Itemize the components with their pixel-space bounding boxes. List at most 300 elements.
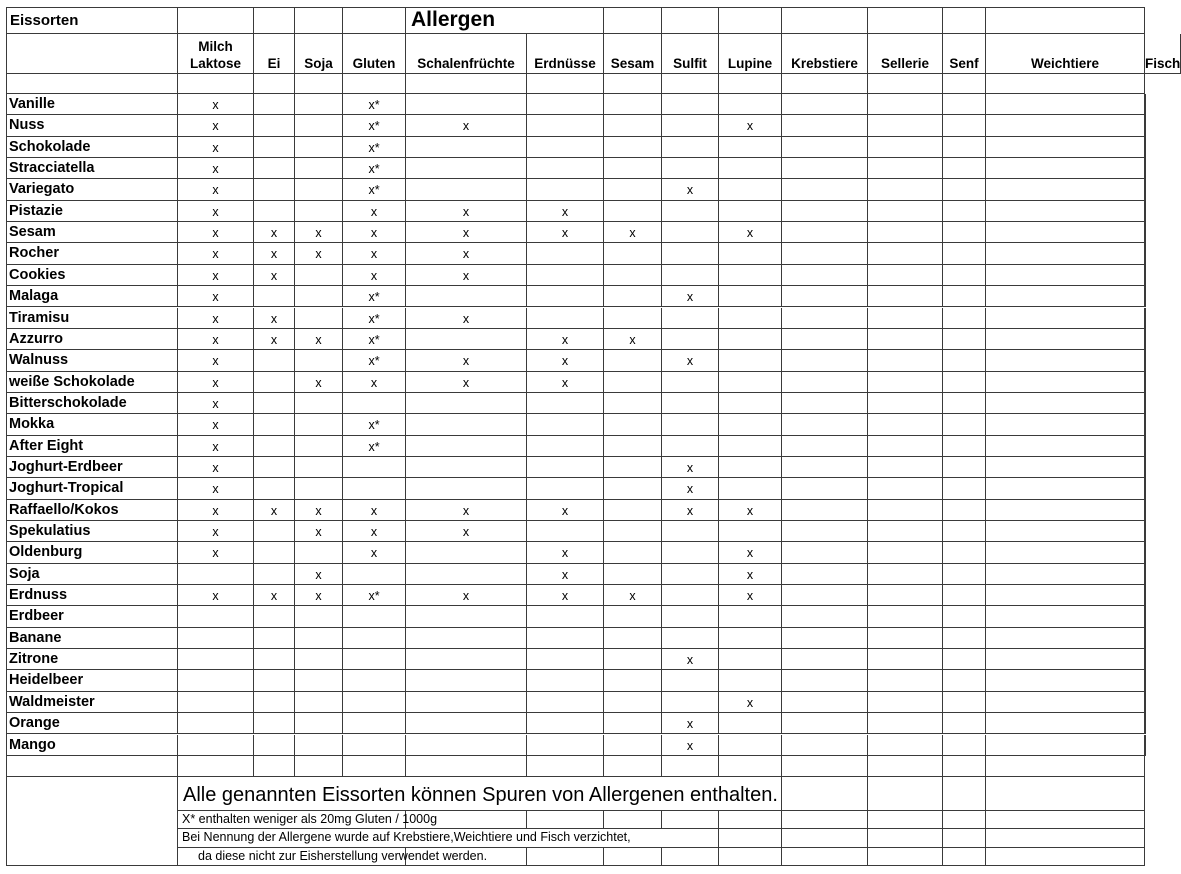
title-row-cell [719,7,782,34]
allergen-mark [719,329,782,350]
flavor-name: Sesam [6,222,178,243]
allergen-mark [868,436,943,457]
blank-cell [943,74,986,94]
allergen-mark: x [719,500,782,521]
allergen-mark [868,115,943,136]
notes-cell [719,829,782,848]
allergen-mark [719,735,782,756]
allergen-mark: x* [343,115,406,136]
flavor-name: Vanille [6,94,178,115]
allergen-mark: x [343,500,406,521]
allergen-mark [782,478,868,499]
allergen-mark [986,457,1145,478]
allergen-mark [782,713,868,734]
allergen-mark [406,713,527,734]
allergen-mark [868,137,943,158]
allergen-mark [868,478,943,499]
allergen-mark: x* [343,94,406,115]
allergen-mark [662,329,719,350]
flavor-name: Joghurt-Erdbeer [6,457,178,478]
allergen-mark [943,713,986,734]
allergen-mark [782,94,868,115]
allergen-mark [868,692,943,713]
notes-cell [527,848,604,866]
allergen-mark: x [295,564,343,585]
allergen-mark [986,692,1145,713]
allergen-mark [295,350,343,371]
allergen-mark [527,457,604,478]
column-header-label: Soja [304,56,333,71]
allergen-mark [1145,713,1146,734]
allergen-mark [1145,436,1146,457]
allergen-mark: x [527,201,604,222]
flavor-name: After Eight [6,436,178,457]
flavor-name: Soja [6,564,178,585]
allergen-mark [782,201,868,222]
notes-cell [782,848,868,866]
allergen-mark [295,670,343,691]
allergen-mark [295,478,343,499]
allergen-mark [782,692,868,713]
allergen-mark: x [406,350,527,371]
allergen-mark [1145,350,1146,371]
allergen-mark [406,94,527,115]
allergen-mark [1145,179,1146,200]
allergen-mark [527,137,604,158]
allergen-mark [662,308,719,329]
notes-cell [406,848,527,866]
column-header [343,34,406,74]
allergen-mark [719,350,782,371]
column-header-label: Senf [949,56,979,71]
allergen-mark [986,265,1145,286]
allergen-mark [868,649,943,670]
allergen-mark [406,158,527,179]
allergen-mark [254,649,295,670]
flavor-name: Azzurro [6,329,178,350]
notes-cell [782,829,868,848]
allergen-mark: x [604,329,662,350]
allergen-mark [782,222,868,243]
allergen-mark [943,628,986,649]
allergen-mark [782,372,868,393]
allergen-mark [986,201,1145,222]
allergen-mark [178,692,254,713]
blank-cell [406,74,527,94]
title-row-cell [782,7,868,34]
allergen-mark [406,436,527,457]
allergen-mark [406,542,527,563]
allergen-mark: x [406,308,527,329]
allergen-mark [254,158,295,179]
title-row-cell [178,7,254,34]
title-row-cell [604,7,662,34]
allergen-mark [986,393,1145,414]
blank-cell [295,74,343,94]
blank-cell [782,756,868,777]
allergen-mark [986,542,1145,563]
allergen-mark [178,670,254,691]
allergen-mark: x [178,542,254,563]
allergen-mark [295,649,343,670]
allergen-mark: x [527,329,604,350]
allergen-mark [178,564,254,585]
allergen-mark [719,201,782,222]
allergen-mark [868,350,943,371]
allergen-mark [254,542,295,563]
column-header [604,34,662,74]
allergen-mark [295,179,343,200]
allergen-mark: x [178,94,254,115]
allergen-mark [178,606,254,627]
allergen-mark [406,457,527,478]
allergen-mark [662,265,719,286]
allergen-mark [943,372,986,393]
flavor-name: weiße Schokolade [6,372,178,393]
allergen-mark [662,115,719,136]
allergen-mark [604,414,662,435]
allergen-mark [986,286,1145,307]
allergen-mark: x [343,201,406,222]
allergen-mark [986,329,1145,350]
allergen-mark [943,542,986,563]
allergen-mark [254,393,295,414]
allergen-mark [782,521,868,542]
allergen-mark [343,649,406,670]
allergen-mark [868,286,943,307]
allergen-mark [604,713,662,734]
flavor-name: Rocher [6,243,178,264]
column-header [178,34,254,74]
allergen-mark [662,222,719,243]
allergen-mark: x [178,179,254,200]
blank-cell [719,756,782,777]
allergen-mark [943,457,986,478]
allergen-mark [527,115,604,136]
allergen-mark [254,692,295,713]
notes-cell [943,829,986,848]
allergen-mark [406,628,527,649]
allergen-mark [527,414,604,435]
flavor-name: Banane [6,628,178,649]
notes-cell [986,777,1145,811]
allergen-mark [295,414,343,435]
column-header-label: Weichtiere [1030,56,1100,71]
allergen-mark [527,158,604,179]
column-header-label: Lupine [727,56,773,71]
allergen-mark [868,564,943,585]
allergen-mark [986,670,1145,691]
allergen-mark [527,179,604,200]
allergen-mark: x* [343,179,406,200]
allergen-mark [1145,265,1146,286]
allergen-mark: x [178,286,254,307]
allergen-mark: x [178,137,254,158]
allergen-mark [254,350,295,371]
flavor-name: Raffaello/Kokos [6,500,178,521]
allergen-mark [1145,692,1146,713]
flavor-name: Waldmeister [6,692,178,713]
allergen-mark [295,137,343,158]
column-header [662,34,719,74]
allergen-mark [254,286,295,307]
allergen-mark [662,94,719,115]
allergen-mark [527,243,604,264]
allergen-mark [604,457,662,478]
allergen-mark [343,393,406,414]
allergen-mark [986,308,1145,329]
allergen-mark [986,94,1145,115]
allergen-mark: x [719,542,782,563]
allergen-mark [868,585,943,606]
notes-cell [943,777,986,811]
allergen-mark [782,393,868,414]
allergen-mark [527,308,604,329]
allergen-mark [782,308,868,329]
allergen-mark [868,713,943,734]
allergen-mark [178,649,254,670]
allergen-mark [1145,564,1146,585]
allergen-mark [295,436,343,457]
allergen-mark [986,350,1145,371]
allergen-mark [295,265,343,286]
allergen-mark: x [527,585,604,606]
allergen-mark [1145,201,1146,222]
allergen-mark: x* [343,158,406,179]
allergen-mark: x [178,414,254,435]
allergen-mark [254,94,295,115]
allergen-mark: x [178,372,254,393]
allergen-mark [1145,137,1146,158]
notes-cell [868,811,943,829]
allergen-mark [719,649,782,670]
notes-cell [406,811,527,829]
blank-cell [986,74,1145,94]
allergen-mark [943,308,986,329]
allergen-mark [1145,243,1146,264]
allergen-mark [604,286,662,307]
allergen-mark: x* [343,414,406,435]
allergen-mark: x [178,115,254,136]
allergen-mark [719,393,782,414]
allergen-mark [868,222,943,243]
column-header [782,34,868,74]
omitted-note-line1: Bei Nennung der Allergene wurde auf Krebstiere,Weichtiere und Fisch verzichtet, [178,829,719,848]
allergen-mark [782,329,868,350]
allergen-mark [986,713,1145,734]
allergen-mark: x [254,329,295,350]
blank-cell [604,74,662,94]
notes-cell [943,848,986,866]
allergen-mark [986,478,1145,499]
allergen-mark [1145,222,1146,243]
column-header [295,34,343,74]
allergen-mark [527,606,604,627]
allergen-mark [254,478,295,499]
column-header [527,34,604,74]
allergen-mark: x [295,521,343,542]
allergen-mark [662,436,719,457]
flavor-name: Erdbeer [6,606,178,627]
allergen-mark: x [295,500,343,521]
allergen-mark [662,243,719,264]
flavor-name: Variegato [6,179,178,200]
allergen-mark [406,606,527,627]
allergen-mark [604,137,662,158]
allergen-mark [406,414,527,435]
allergen-mark [406,137,527,158]
notes-cell [868,829,943,848]
allergen-mark [406,649,527,670]
allergen-mark: x [178,222,254,243]
allergen-mark [604,201,662,222]
allergen-mark [604,606,662,627]
allergen-mark [782,158,868,179]
allergen-mark [662,542,719,563]
allergen-mark [254,628,295,649]
allergen-mark [604,265,662,286]
allergen-mark [662,137,719,158]
allergen-mark: x [343,243,406,264]
column-header-label: Milch Laktose [189,39,242,71]
allergen-mark [604,158,662,179]
allergen-mark: x* [343,436,406,457]
allergen-mark [527,478,604,499]
allergen-mark [943,265,986,286]
column-header-label: Fisch [1145,56,1181,71]
allergen-mark [295,286,343,307]
allergen-mark [343,564,406,585]
flavor-name: Stracciatella [6,158,178,179]
blank-cell [719,74,782,94]
notes-cell [662,811,719,829]
blank-cell [6,756,178,777]
allergen-mark [604,500,662,521]
allergen-mark [604,628,662,649]
allergen-mark [782,670,868,691]
allergen-mark [343,628,406,649]
allergen-mark [604,478,662,499]
allergen-mark: x [295,329,343,350]
allergen-mark [662,564,719,585]
allergen-mark [868,500,943,521]
notes-left-cell [6,777,178,866]
allergen-mark [943,521,986,542]
allergen-mark [868,158,943,179]
allergen-mark: x [178,500,254,521]
allergen-mark: x [178,521,254,542]
allergen-mark [604,243,662,264]
allergen-mark [986,222,1145,243]
allergen-mark: x [178,329,254,350]
allergen-mark: x [178,158,254,179]
flavor-name: Joghurt-Tropical [6,478,178,499]
notes-cell [986,811,1145,829]
allergen-mark: x [719,585,782,606]
allergen-mark [662,670,719,691]
allergen-mark [868,179,943,200]
allergen-mark: x [662,350,719,371]
allergen-mark [868,265,943,286]
allergen-mark [604,564,662,585]
blank-cell [254,74,295,94]
allergen-mark: x [406,115,527,136]
allergen-mark: x [178,478,254,499]
allergen-mark [782,179,868,200]
allergen-mark [178,628,254,649]
allergen-mark [295,628,343,649]
allergen-mark [604,670,662,691]
blank-cell [782,74,868,94]
allergen-mark [295,713,343,734]
allergen-mark [295,393,343,414]
blank-cell [868,74,943,94]
allergen-mark [986,137,1145,158]
allergen-mark [295,606,343,627]
allergen-mark [719,628,782,649]
allergen-mark: x [527,222,604,243]
allergen-mark [406,329,527,350]
blank-cell [527,74,604,94]
notes-cell [604,848,662,866]
allergen-mark: x [178,457,254,478]
allergen-mark [868,628,943,649]
allergen-mark [527,670,604,691]
allergen-mark [254,713,295,734]
title-row-cell [254,7,295,34]
allergen-mark [662,606,719,627]
column-header-label: Krebstiere [791,56,858,71]
allergen-mark: x [178,436,254,457]
column-header-label: Gluten [352,56,396,71]
allergen-mark: x [254,308,295,329]
allergen-mark [527,436,604,457]
allergen-mark [1145,308,1146,329]
allergen-mark [782,436,868,457]
allergen-mark [604,692,662,713]
allergen-mark [254,564,295,585]
notes-cell [719,811,782,829]
allergen-mark [943,94,986,115]
allergen-mark: x [719,115,782,136]
allergen-mark [719,436,782,457]
allergen-mark [986,585,1145,606]
allergen-mark [295,692,343,713]
allergen-mark [662,692,719,713]
allergen-mark [604,308,662,329]
allergen-mark [406,735,527,756]
flavor-name: Erdnuss [6,585,178,606]
flavor-name: Orange [6,713,178,734]
notes-cell [868,848,943,866]
title-row-cell [343,7,406,34]
allergen-mark [782,243,868,264]
allergen-mark [719,713,782,734]
allergen-mark [782,500,868,521]
allergen-mark [343,692,406,713]
allergen-mark [254,179,295,200]
allergen-mark [254,372,295,393]
allergen-mark [782,542,868,563]
allergen-mark: x [343,542,406,563]
blank-cell [254,756,295,777]
allergen-mark [986,606,1145,627]
allergen-mark [868,457,943,478]
allergen-mark [719,286,782,307]
allergen-mark: x* [343,329,406,350]
allergen-mark [719,521,782,542]
flavor-name: Nuss [6,115,178,136]
